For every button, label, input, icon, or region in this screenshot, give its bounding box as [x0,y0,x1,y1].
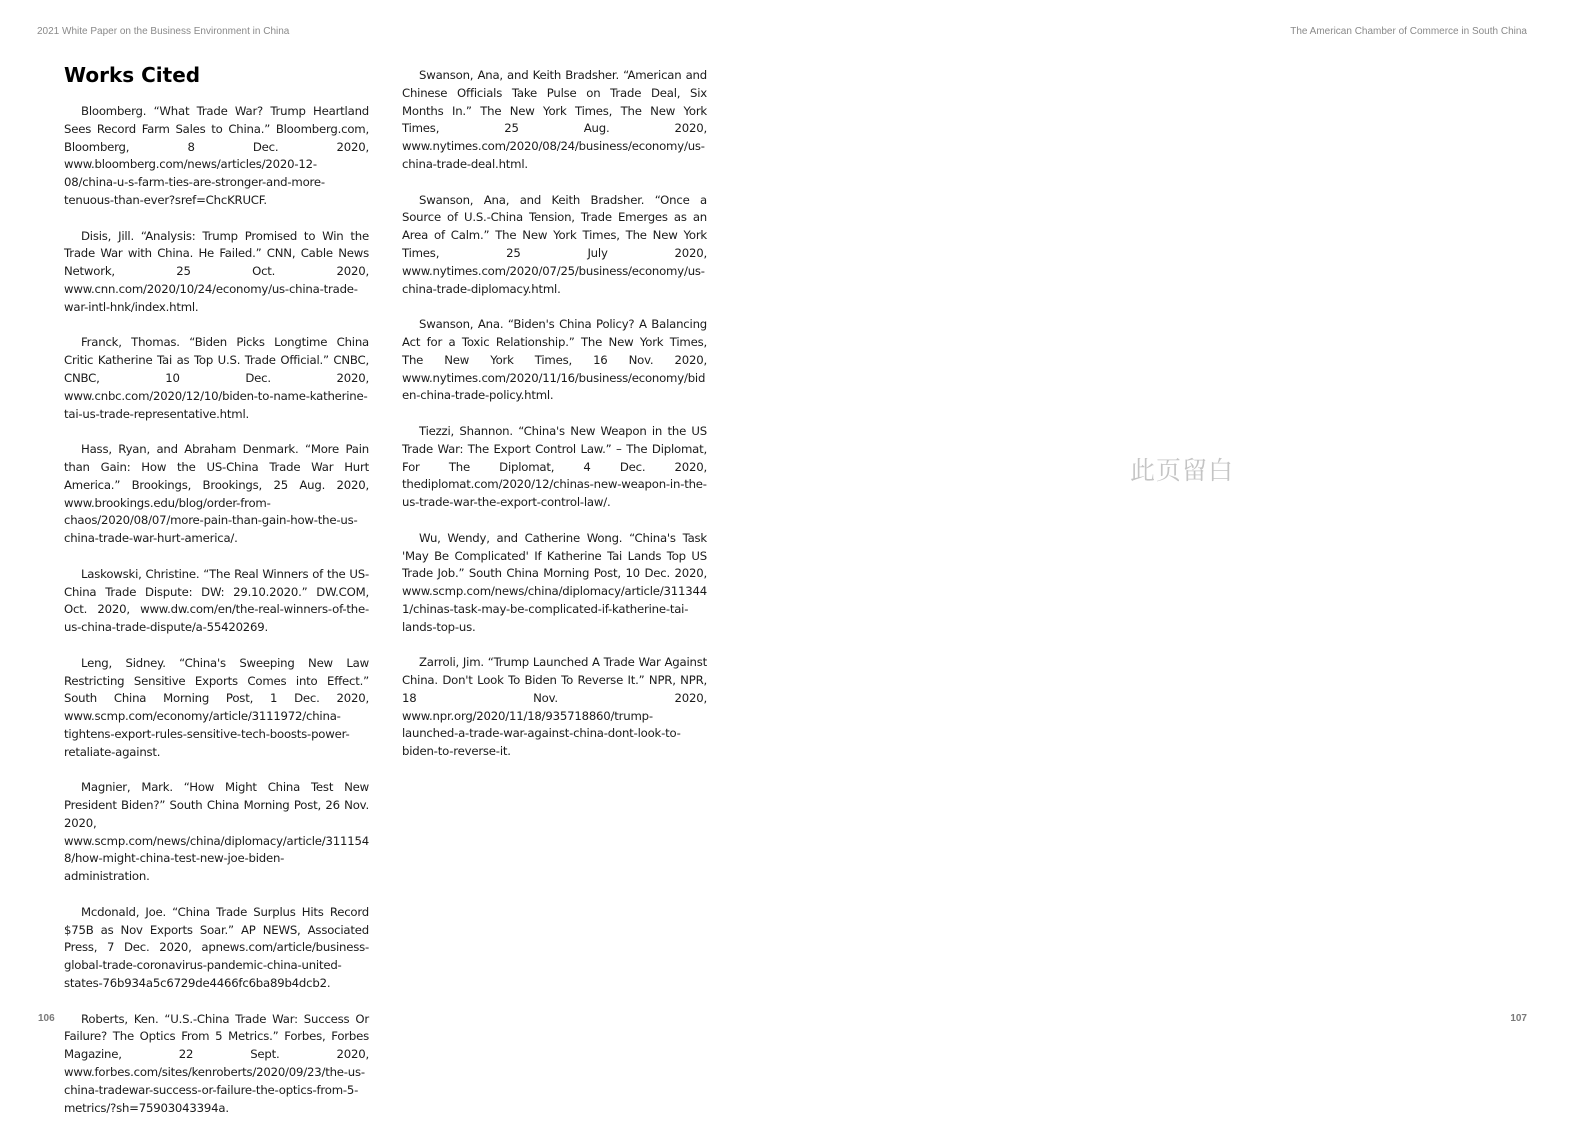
page-number-left: 106 [38,1013,55,1024]
citation-entry: Franck, Thomas. “Biden Picks Longtime China Critic Katherine Tai as Top U.S. Trade Official.” CNBC, CNBC, 10 Dec. 2020, www.cnbc.com/2020/12/10/biden-to-name-katherine-tai-us-trade-representative.html. [64,335,369,421]
citation-entry: Tiezzi, Shannon. “China's New Weapon in the US Trade War: The Export Control Law.” – The Diplomat, For The Diplomat, 4 Dec. 2020, thediplomat.com/2020/12/chinas-new-weapon-in-the-us-trade-war-the-export-control-law/. [402,423,707,510]
page-title: Works Cited [64,63,201,87]
citation-entry: Mcdonald, Joe. “China Trade Surplus Hits Record $75B as Nov Exports Soar.” AP NEWS, Associated Press, 7 Dec. 2020, apnews.com/article/business-global-trade-coronavirus-pandemic-china-united-states-76b934a5c6729de4466fc6ba89b4dcb2. [64,904,369,991]
citations-left-column [64,103,369,1135]
citation-entry: Swanson, Ana, and Keith Bradsher. “American and Chinese Officials Take Pulse on Trade Deal, Six Months In.” The New York Times, The New York Times, 25 Aug. 2020, www.nytimes.com/2020/08/24/business/economy/us-china-trade-deal.html. [402,68,707,171]
running-header-left: 2021 White Paper on the Business Environment in China [37,26,290,37]
running-header-right: The American Chamber of Commerce in South China [1290,26,1527,37]
citation-entry: Zarroli, Jim. “Trump Launched A Trade War Against China. Don't Look To Biden To Reverse It.” NPR, NPR, 18 Nov. 2020, www.npr.org/2020/11/18/935718860/trump-launched-a-trade-war-against-china-dont-look-to-biden-to-reverse-it. [402,655,707,759]
citation-entry: Swanson, Ana. “Biden's China Policy? A Balancing Act for a Toxic Relationship.” The New York Times, The New York Times, 16 Nov. 2020, www.nytimes.com/2020/11/16/business/economy/biden-china-trade-policy.html. [402,317,707,403]
citation-entry: Bloomberg. “What Trade War? Trump Heartland Sees Record Farm Sales to China.” Bloomberg.com, Bloomberg, 8 Dec. 2020, www.bloomberg.com/news/articles/2020-12-08/china-u-s-farm-ties-are-stronger-and-more-tenuous-than-ever?sref=ChcKRUCF. [64,104,369,207]
citation-entry: Hass, Ryan, and Abraham Denmark. “More Pain than Gain: How the US-China Trade War Hurt America.” Brookings, Brookings, 25 Aug. 2020, www.brookings.edu/blog/order-from-chaos/2020/08/07/more-pain-than-gain-how-the-us-china-trade-war-hurt-america/. [64,442,369,546]
citation-entry: Disis, Jill. “Analysis: Trump Promised to Win the Trade War with China. He Failed.” CNN, Cable News Network, 25 Oct. 2020, www.cnn.com/2020/10/24/economy/us-china-trade-war-intl-hnk/index.html. [64,228,369,314]
citation-entry: Roberts, Ken. “U.S.-China Trade War: Success Or Failure? The Optics From 5 Metrics.” Forbes, Forbes Magazine, 22 Sept. 2020, www.forbes.com/sites/kenroberts/2020/09/23/the-us-china-tradewar-success-or-failure-the-optics-from-5-metrics/?sh=75903043394a. [64,1011,369,1115]
page-number-right: 107 [1510,1013,1527,1024]
citation-entry: Laskowski, Christine. “The Real Winners of the US-China Trade Dispute: DW: 29.10.2020.” DW.COM, Oct. 2020, www.dw.com/en/the-real-winners-of-the-us-china-trade-dispute/a-55420269. [64,566,369,635]
citations-right-column [402,67,707,779]
citation-entry: Swanson, Ana, and Keith Bradsher. “Once a Source of U.S.-China Tension, Trade Emerges as an Area of Calm.” The New York Times, The New York Times, 25 July 2020, www.nytimes.com/2020/07/25/business/economy/us-china-trade-diplomacy.html. [402,192,707,296]
citation-entry: Wu, Wendy, and Catherine Wong. “China's Task 'May Be Complicated' If Katherine Tai Lands Top US Trade Job.” South China Morning Post, 10 Dec. 2020, www.scmp.com/news/china/diplomacy/article/3113441/chinas-task-may-be-complicated-if-katherine-tai-lands-top-us. [402,530,707,634]
citation-entry: Leng, Sidney. “China's Sweeping New Law Restricting Sensitive Exports Comes into Effect.” South China Morning Post, 1 Dec. 2020, www.scmp.com/economy/article/3111972/china-tightens-export-rules-sensitive-tech-boosts-power-retaliate-against. [64,655,369,759]
blank-page-note: 此页留白 [1130,456,1235,485]
citation-entry: Magnier, Mark. “How Might China Test New President Biden?” South China Morning Post, 26 Nov. 2020, www.scmp.com/news/china/diplomacy/article/3111548/how-might-china-test-new-joe-biden-administration. [64,780,369,884]
